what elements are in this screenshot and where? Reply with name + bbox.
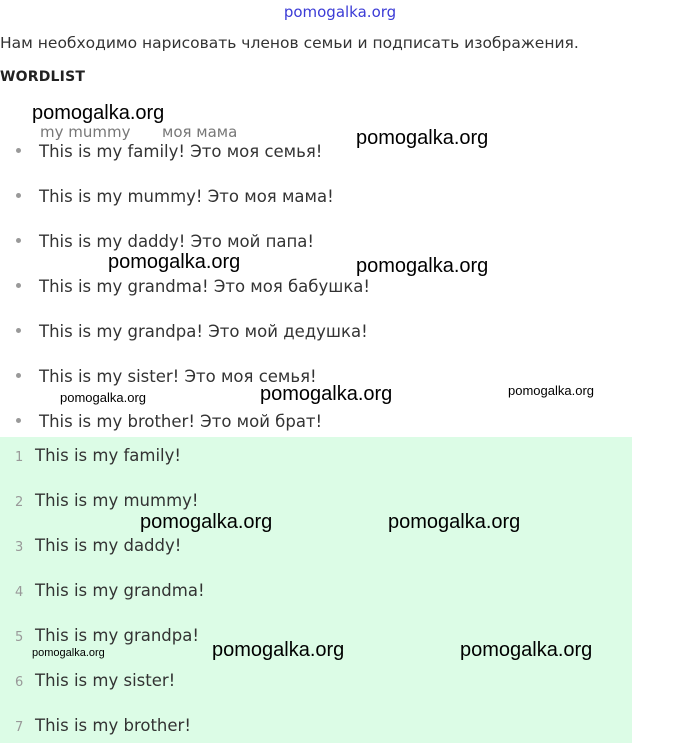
watermark: pomogalka.org (32, 102, 165, 124)
item-number: 6 (15, 675, 24, 690)
list-item-text: This is my mummy! Это моя мама! (39, 187, 334, 206)
list-item (16, 412, 322, 432)
numbered-item-text: This is my brother! (35, 716, 191, 735)
list-item-text: This is my sister! Это моя семья! (39, 367, 317, 386)
item-number: 1 (15, 450, 24, 465)
numbered-item (15, 536, 181, 558)
watermark: pomogalka.org (508, 383, 594, 398)
watermark: pomogalka.org (108, 251, 241, 273)
watermark: pomogalka.org (356, 127, 489, 149)
numbered-item-text: This is my family! (35, 446, 182, 465)
wordlist-title: WORDLIST (0, 69, 86, 85)
list-item-text: This is my grandma! Это моя бабушка! (39, 277, 371, 296)
bullet-icon (16, 418, 21, 423)
numbered-item (15, 716, 191, 738)
numbered-item-text: This is my sister! (35, 671, 176, 690)
cut-line-right: моя мама (162, 123, 238, 141)
item-number: 7 (15, 720, 24, 735)
list-item (16, 142, 322, 162)
bullet-icon (16, 373, 21, 378)
cut-line-left: my mummy (40, 123, 131, 141)
watermark: pomogalka.org (388, 511, 521, 533)
item-number: 4 (15, 585, 24, 600)
list-item (16, 322, 368, 342)
bullet-icon (16, 283, 21, 288)
bullet-icon (16, 238, 21, 243)
numbered-item-text: This is my grandma! (35, 581, 205, 600)
top-watermark: pomogalka.org (283, 3, 397, 21)
list-item-text: This is my family! Это моя семья! (39, 142, 323, 161)
list-item (16, 232, 314, 252)
numbered-panel (0, 437, 632, 743)
bullet-icon (16, 193, 21, 198)
watermark: pomogalka.org (32, 647, 105, 659)
watermark: pomogalka.org (140, 511, 273, 533)
list-item (16, 187, 334, 207)
list-item-text: This is my brother! Это мой брат! (39, 412, 323, 431)
item-number: 5 (15, 630, 24, 645)
watermark: pomogalka.org (60, 390, 146, 405)
bullet-icon (16, 328, 21, 333)
bullet-icon (16, 148, 21, 153)
numbered-item (15, 446, 181, 468)
numbered-item-text: This is my daddy! (35, 536, 182, 555)
numbered-item (15, 626, 199, 648)
numbered-item (15, 491, 199, 513)
list-item-text: This is my daddy! Это мой папа! (39, 232, 315, 251)
intro-text: Нам необходимо нарисовать членов семьи и подписать изображения. (0, 34, 579, 52)
numbered-item-text: This is my mummy! (35, 491, 199, 510)
watermark: pomogalka.org (356, 255, 489, 277)
item-number: 3 (15, 540, 24, 555)
watermark: pomogalka.org (460, 639, 593, 661)
numbered-item (15, 581, 205, 603)
list-item (16, 277, 370, 297)
list-item-text: This is my grandpa! Это мой дедушка! (39, 322, 368, 341)
item-number: 2 (15, 495, 24, 510)
numbered-item-text: This is my grandpa! (35, 626, 199, 645)
numbered-item (15, 671, 175, 693)
watermark: pomogalka.org (212, 639, 345, 661)
watermark: pomogalka.org (260, 383, 393, 405)
